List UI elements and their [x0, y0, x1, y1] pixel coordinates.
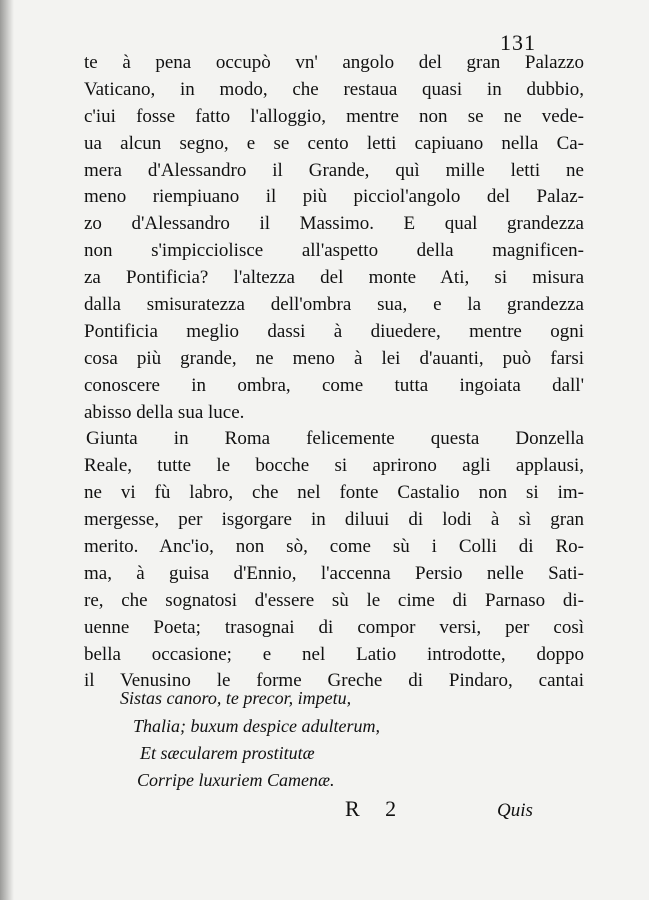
- text-line: ua alcun segno, e se cento letti capiuano nella Ca-: [84, 132, 584, 154]
- signature-mark: R 2: [345, 796, 407, 821]
- text-line: cosa più grande, ne meno à lei d'auanti, può farsi: [84, 347, 584, 369]
- text-line: Vaticano, in modo, che restaua quasi in dubbio,: [84, 78, 584, 100]
- text-line: abisso della sua luce.: [84, 401, 245, 423]
- verse-line: Corripe luxuriem Camenæ.: [137, 770, 335, 790]
- text-line: re, che sognatosi d'essere sù le cime di Parnaso di-: [84, 589, 584, 611]
- text-line: za Pontificia? l'altezza del monte Ati, si misura: [84, 267, 584, 289]
- body-text: [84, 50, 584, 695]
- text-line: dalla smisuratezza dell'ombra sua, e la grandezza: [84, 294, 584, 316]
- text-line: uenne Poeta; trasognai di compor versi, per così: [84, 616, 584, 638]
- verse-line: Thalia; buxum despice adulterum,: [133, 716, 380, 736]
- text-line: Giunta in Roma felicemente questa Donzella: [86, 428, 584, 450]
- gutter-shadow: [0, 0, 14, 900]
- text-line: il Venusino le forme Greche di Pindaro, cantai: [84, 670, 584, 692]
- text-line: conoscere in ombra, come tutta ingoiata dall': [84, 374, 584, 396]
- text-line: meno riempiuano il più picciol'angolo del Palaz-: [84, 186, 584, 208]
- text-line: merito. Anc'io, non sò, come sù i Colli di Ro-: [84, 536, 584, 558]
- text-line: zo d'Alessandro il Massimo. E qual grandezza: [84, 213, 584, 235]
- text-line: bella occasione; e nel Latio introdotte, doppo: [84, 643, 584, 665]
- text-line: Pontificia meglio dassi à diuedere, mentre ogni: [84, 320, 584, 342]
- text-line: Reale, tutte le bocche si aprirono agli applausi,: [84, 455, 584, 477]
- text-line: ne vi fù labro, che nel fonte Castalio non si im-: [84, 482, 584, 504]
- verse-line: Et sæcularem prostitutæ: [140, 743, 315, 763]
- text-line: ma, à guisa d'Ennio, l'accenna Persio nelle Sati-: [84, 562, 584, 584]
- text-line: non s'impicciolisce all'aspetto della magnificen-: [84, 240, 584, 262]
- text-line: te à pena occupò vn' angolo del gran Palazzo: [84, 52, 584, 73]
- catchword: Quis: [497, 800, 533, 821]
- verse-line: Sistas canoro, te precor, impetu,: [120, 688, 352, 708]
- page-number: 131: [500, 30, 536, 55]
- text-line: mergesse, per isgorgare in diluui di lodi à sì gran: [84, 509, 584, 531]
- text-line: c'iui fosse fatto l'alloggio, mentre non se ne vede-: [84, 105, 584, 127]
- text-line: mera d'Alessandro il Grande, quì mille letti ne: [84, 159, 584, 181]
